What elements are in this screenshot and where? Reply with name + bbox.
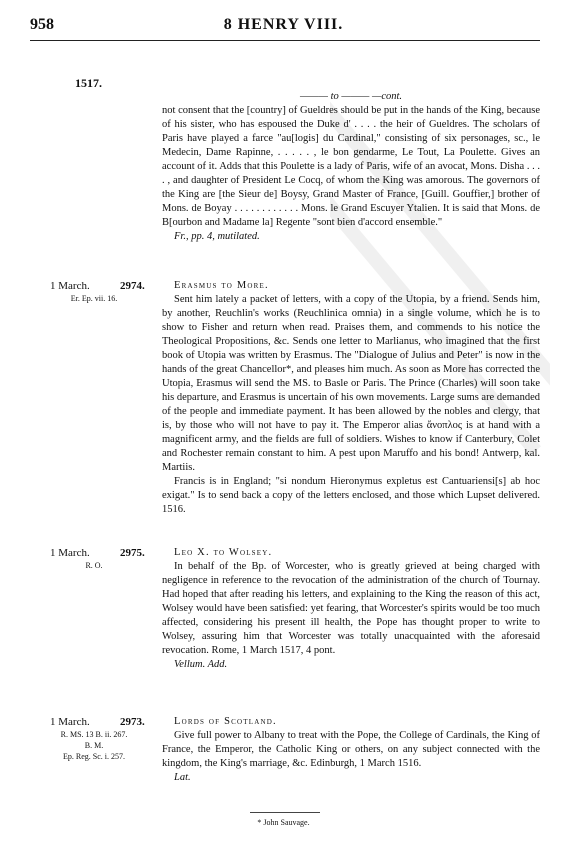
continuation-note: Fr., pp. 4, mutilated.	[174, 231, 260, 242]
entry-2974-sidebar	[30, 279, 158, 304]
footnote-rule	[250, 812, 320, 813]
year-label: 1517.	[75, 76, 102, 90]
entry-number: 2974.	[120, 280, 145, 292]
entry-2975-body	[162, 546, 540, 672]
continuation-text: not consent that the [country] of Gueldres should be put in the hands of the King, because of his sister, who has espoused the Duke d' . . . . the heir of Gueldres. The scholars of Paris have played a farce "au[logis] du Cardinal," consisting of six personages, sc., le Medecin, Dame Rapinne, . . . . . , le bon gendarme, Le Tout, La Poulette. Gives an account of it. Adds that this Poulette is a lady of Paris, wife of an avocat, Mons. Disha . . . . , and daughter of President Le Cocq, of whom the King was amorous. The governors of the King are [the Sieur de] Boysy, Grand Master of France, [Guill. Gouffier,] brother of Mons. de Boyay . . . . . . . . . . . . Mons. le Grand Escuyer Ytalien. It is said that Mons. de B[ourbon and Madame la] Regente "sont bien d'accord ensemble."	[162, 105, 540, 228]
entry-2974-body	[162, 279, 540, 517]
entry-2973-body	[162, 715, 540, 785]
entry-date: 1 March.	[50, 280, 90, 292]
entry-paragraph: In behalf of the Bp. of Worcester, who is greatly grieved at being charged with negligence in reference to the revocation of the administration of the church of Tournay. Had hoped that after reading his letters, and explaining to the King the reason of this act, Wolsey would have been satisfied: yet fearing, that Worcester's spirits would be too much affected, considering his present ill health, the Pope has thought proper to write to Wolsey, assuring him that Worcester was totally unacquainted with the aforesaid revocation. Rome, 1 March 1517, 4 pont.	[162, 561, 540, 656]
entry-reference: B. M.	[84, 741, 104, 750]
entry-number: 2973.	[120, 716, 145, 728]
running-title: 8 HENRY VIII.	[223, 16, 344, 33]
entry-reference: Er. Ep. vii. 16.	[70, 294, 118, 303]
entry-title: Lords of Scotland.	[174, 716, 277, 727]
entry-note: Vellum. Add.	[174, 659, 228, 670]
entry-title: Leo X. to Wolsey.	[174, 547, 273, 558]
entry-2973-sidebar	[30, 715, 158, 762]
entry-date: 1 March.	[50, 547, 90, 559]
entry-paragraph: Francis is in England; "si nondum Hieronymus expletus est Cantuariensi[s] ab hoc exigat." Is to send back a copy of the letters enclosed, and those which Lupset delivered. 1516.	[162, 476, 540, 515]
footnote: * John Sauvage.	[257, 818, 310, 827]
entry-paragraph: Sent him lately a packet of letters, with a copy of the Utopia, by a friend. Sends him, by another, Reuchlin's works (Reuchlinica omnia) in a single volume, which he is to show to Fisher and return when read. Praises them, and commends to his notice the Theological Propositions, &c. Sends one letter to Marlianus, who imagined that the first book of Utopia was written by Erasmus. The "Dialogue of Julius and Peter" is now in the hands of the great Chancellor*, and pleases him much. As soon as More has corrected the Utopia, Erasmus will send the MS. to Basle or Paris. The Prince (Charles) will soon take his departure, and Erasmus is uncertain of his own movements. Large sums are demanded of the people and immediate payment. It has been allowed by the nobles and clergy, that is, by those who will not have to pay it. The Emperor alias ἄνοπλος is at hand with a magnificent army, and the fields are full of soldiers. Wishes to know if Canterbury, Colet and Rochester remain constant to him. A pest upon Maruffo and his bond! Antwerp, kal. Martiis.	[162, 294, 540, 473]
entry-title: Erasmus to More.	[174, 280, 269, 291]
header-rule	[30, 40, 540, 41]
entry-reference: Ep. Reg. Sc. i. 257.	[63, 752, 125, 761]
continuation-block	[162, 90, 540, 244]
entry-number: 2975.	[120, 547, 145, 559]
entry-paragraph: Give full power to Albany to treat with the Pope, the College of Cardinals, the King of France, the Emperor, the Catholic King or others, on any subject connected with the kingdom, the King's marriage, &c. Edinburgh, 1 March 1516.	[162, 730, 540, 769]
page-number: 958	[30, 16, 54, 33]
entry-note: Lat.	[174, 772, 191, 783]
entry-date: 1 March.	[50, 716, 90, 728]
entry-2975-sidebar	[30, 546, 158, 571]
entry-reference: R. MS. 13 B. ii. 267.	[60, 730, 128, 739]
entry-reference: R. O.	[85, 561, 103, 570]
continuation-head: ——— to ——— —cont.	[299, 91, 403, 102]
